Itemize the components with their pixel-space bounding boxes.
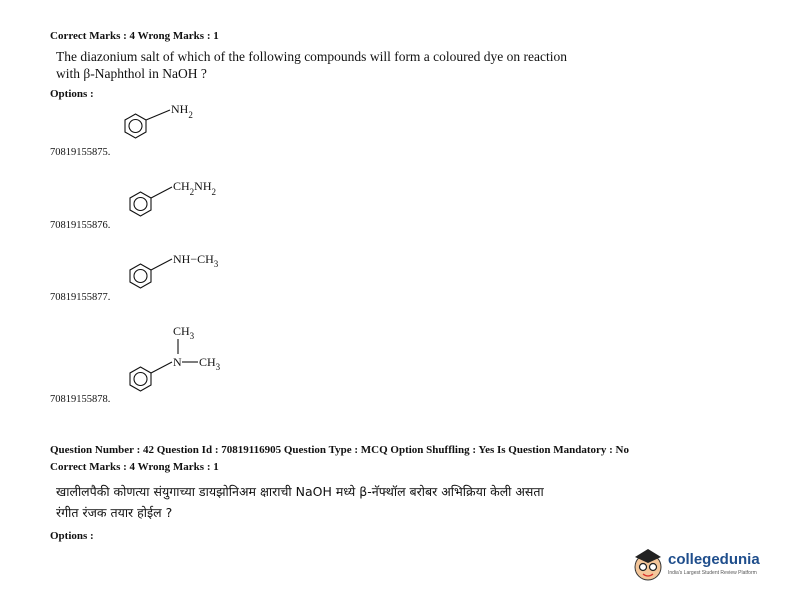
option2-subscript2: 2 [211, 187, 217, 197]
option4-structure-n-n-dimethylaniline [120, 320, 260, 392]
option3-subscript: 3 [213, 259, 219, 269]
q41-question-line1: The diazonium salt of which of the following compounds will form a coloured dye on reaction [56, 49, 567, 64]
q42-options-label: Options : [50, 530, 94, 542]
svg-text:CH3 [173, 324, 195, 341]
logo-tagline: India's Largest Student Review Platform [668, 570, 757, 576]
option3-id: 70819155877. [50, 292, 111, 303]
q42-marks: Correct Marks : 4 Wrong Marks : 1 [50, 461, 219, 473]
svg-text:NH−CH3 [173, 252, 219, 269]
option3-group: NH−CH [173, 252, 214, 266]
logo-name: collegedunia [668, 551, 760, 568]
option2-id: 70819155876. [50, 220, 111, 231]
q42-question-line2: रंगीत रंजक तयार होईल ? [56, 505, 173, 520]
option4-right-subscript: 3 [215, 362, 221, 372]
q41-marks: Correct Marks : 4 Wrong Marks : 1 [50, 30, 219, 42]
option2-group: CH [173, 179, 190, 193]
option1-structure-aniline [120, 100, 210, 155]
option4-top-group: CH [173, 324, 190, 338]
mascot-icon [630, 545, 666, 585]
option4-nitrogen: N [173, 355, 182, 369]
collegedunia-logo [630, 545, 770, 585]
option2-subscript: 2 [189, 187, 195, 197]
q42-header: Question Number : 42 Question Id : 70819116905 Question Type : MCQ Option Shuffling : Yes Is Question Mandatory : No [50, 444, 629, 456]
svg-text:CH3 [199, 355, 221, 372]
q42-question-line1: खालीलपैकी कोणत्या संयुगाच्या डायझोनिअम क्षाराची NaOH मध्ये β-नॅफ्थॉल बरोबर अभिक्रिया केली असता [56, 484, 544, 499]
q41-options-label: Options : [50, 88, 94, 100]
option4-id: 70819155878. [50, 394, 111, 405]
svg-text:CH2NH2 [173, 179, 216, 197]
option1-id: 70819155875. [50, 147, 111, 158]
option1-group: NH [171, 102, 189, 116]
option4-right-group: CH [199, 355, 216, 369]
option3-structure-n-methylaniline [120, 244, 250, 299]
svg-text:NH2 [171, 102, 193, 120]
option1-subscript: 2 [188, 110, 193, 120]
q41-question-line2: with β-Naphthol in NaOH ? [56, 66, 207, 81]
option2-group-rest: NH [194, 179, 212, 193]
option4-top-subscript: 3 [189, 331, 195, 341]
option2-structure-benzylamine [120, 172, 240, 227]
